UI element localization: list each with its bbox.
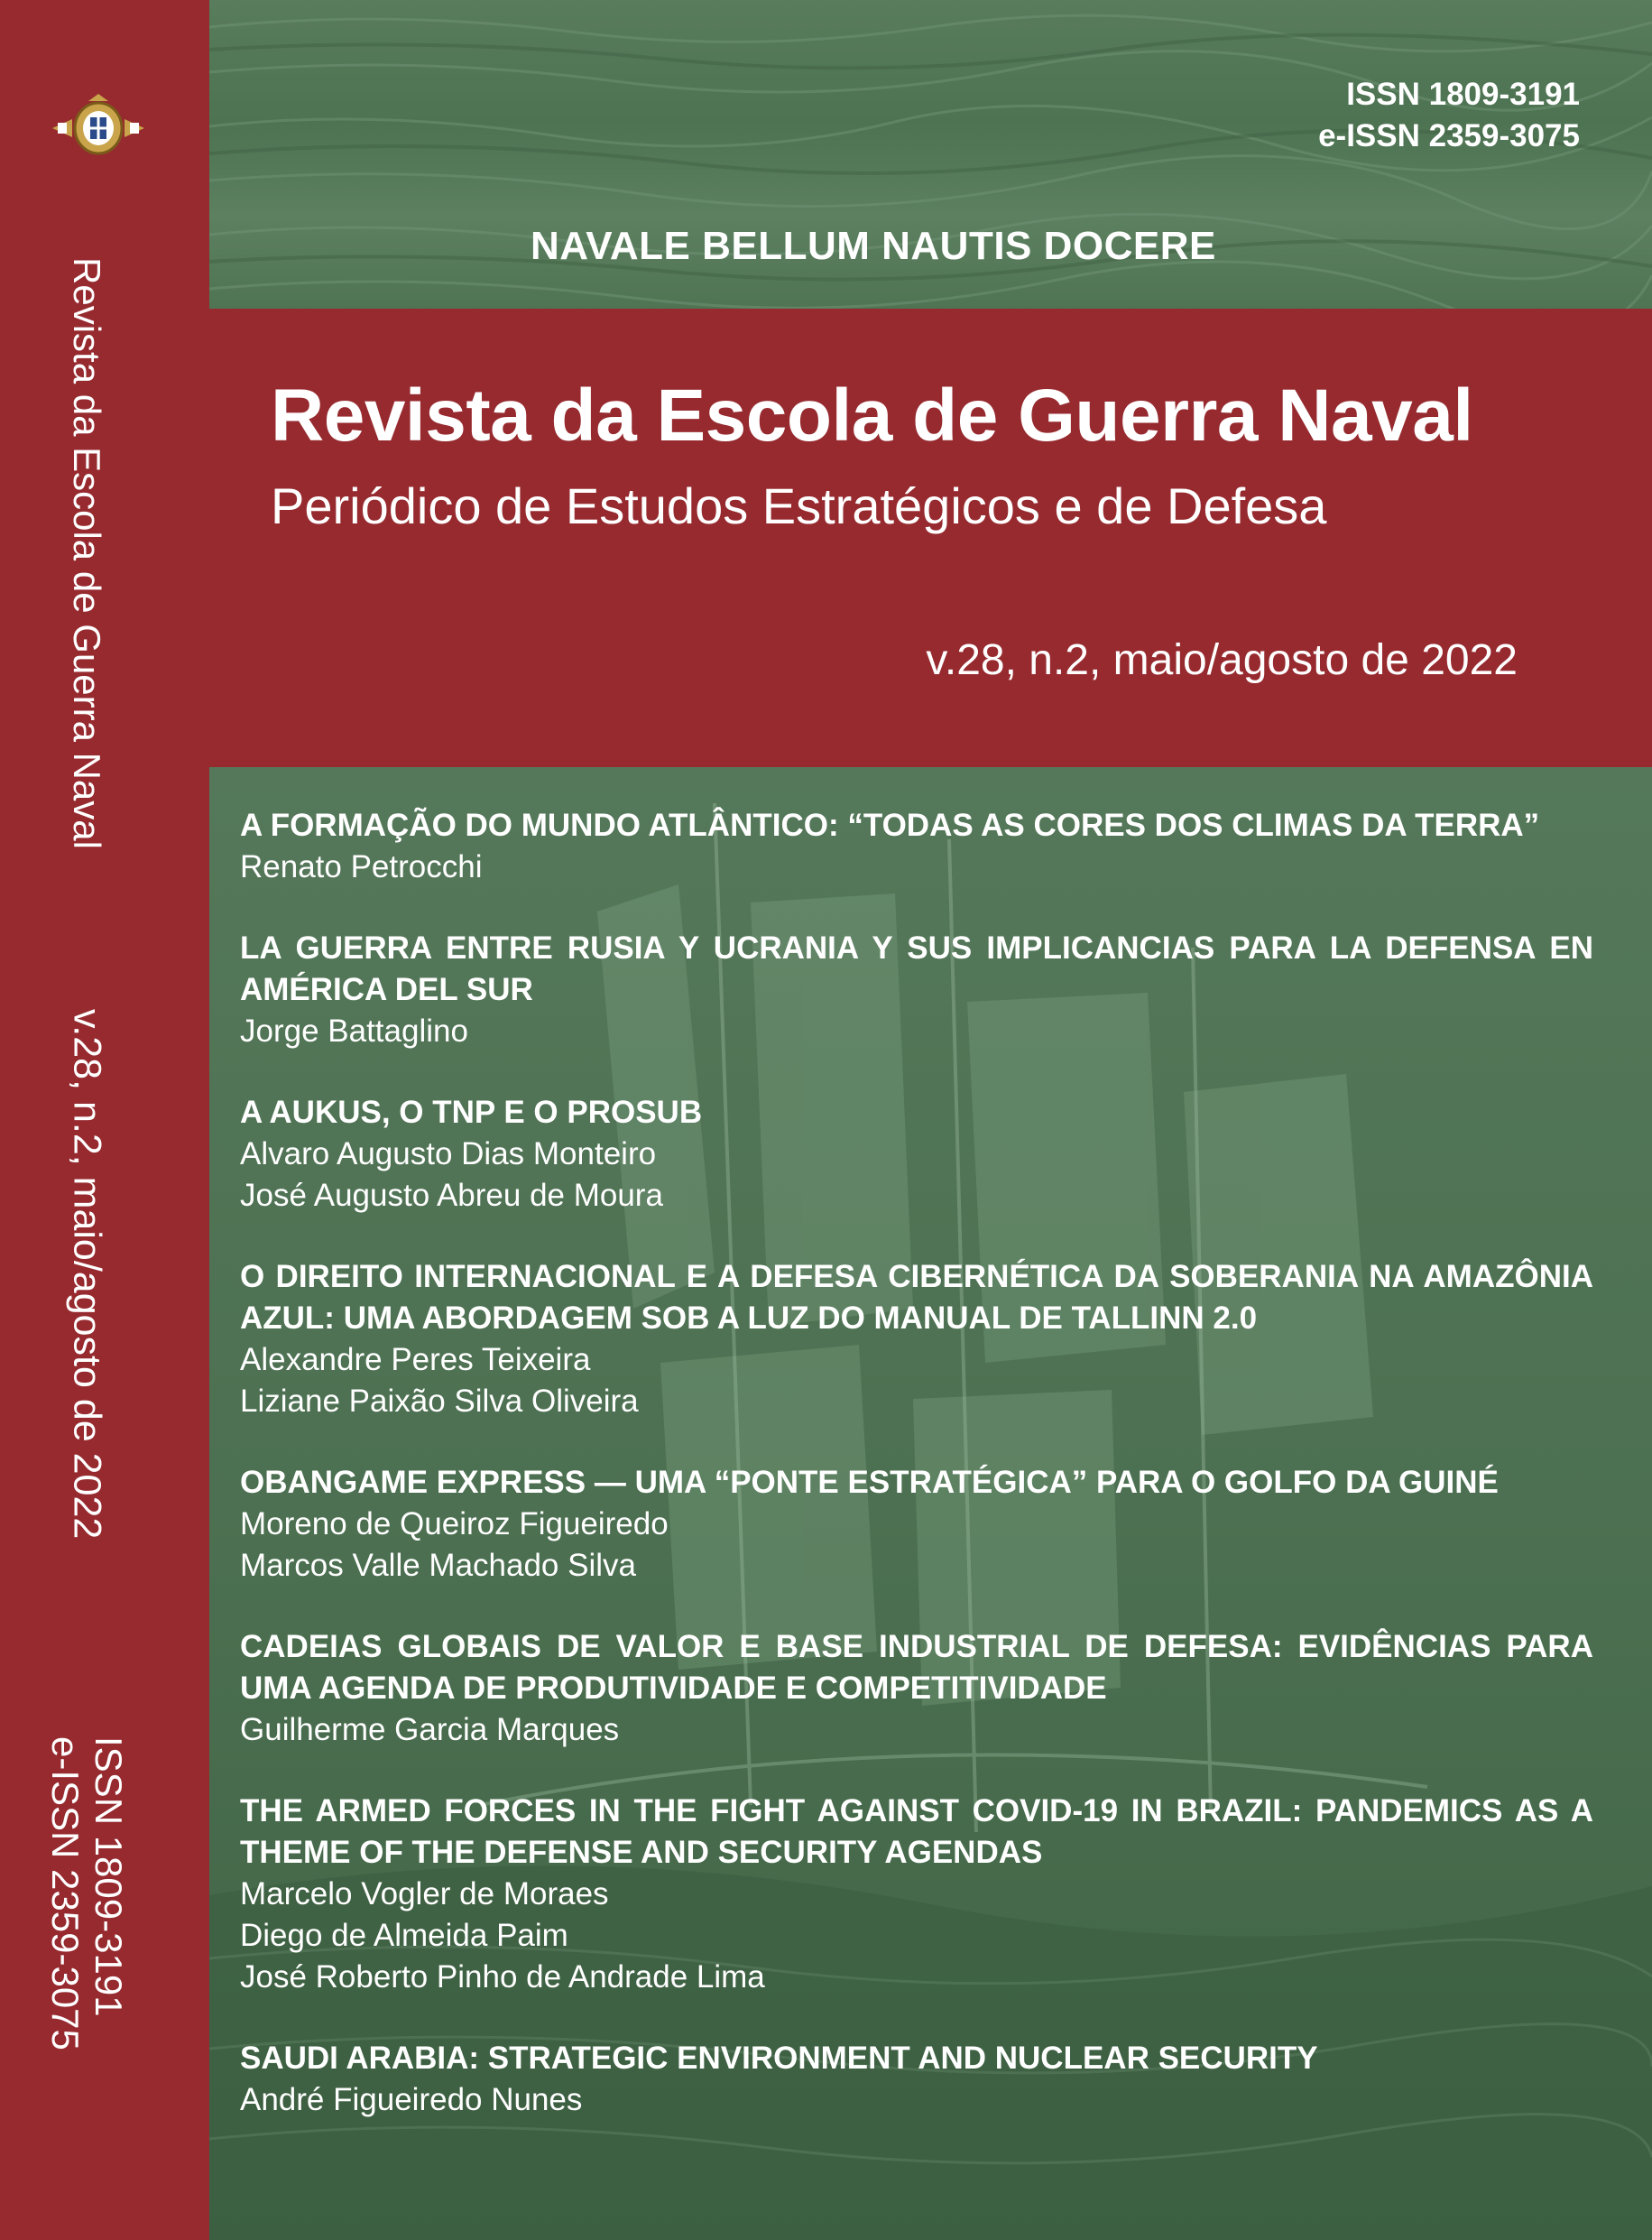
article-title: LA GUERRA ENTRE RUSIA Y UCRANIA Y SUS IMPLICANCIAS PARA LA DEFENSA EN AMÉRICA DEL SUR bbox=[240, 930, 1593, 1007]
article-author: Moreno de Queiroz Figueiredo bbox=[240, 1506, 669, 1541]
spine bbox=[0, 0, 209, 2240]
article-item bbox=[240, 1626, 1593, 1751]
article-title: O DIREITO INTERNACIONAL E A DEFESA CIBERNÉTICA DA SOBERANIA NA AMAZÔNIA AZUL: UMA ABORDAGEM SOB A LUZ DO MANUAL DE TALLINN 2.0 bbox=[240, 1259, 1593, 1336]
spine-issn-print: ISSN 1809-3191 bbox=[88, 1736, 130, 2017]
header-band bbox=[209, 0, 1652, 309]
article-author: Diego de Almeida Paim bbox=[240, 1918, 568, 1953]
spine-issn-electronic: e-ISSN 2359-3075 bbox=[44, 1736, 87, 2050]
article-author: Liziane Paixão Silva Oliveira bbox=[240, 1384, 639, 1419]
spine-issn bbox=[43, 1736, 130, 2050]
article-author: Guilherme Garcia Marques bbox=[240, 1712, 620, 1747]
article-item bbox=[240, 1256, 1593, 1422]
article-title: CADEIAS GLOBAIS DE VALOR E BASE INDUSTRIAL DE DEFESA: EVIDÊNCIAS PARA UMA AGENDA DE PRODUTIVIDADE E COMPETITIVIDADE bbox=[240, 1629, 1593, 1706]
masthead bbox=[209, 309, 1652, 767]
naval-crest-icon bbox=[45, 92, 152, 164]
article-author: Renato Petrocchi bbox=[240, 849, 483, 884]
article-title: A AUKUS, O TNP E O PROSUB bbox=[240, 1095, 703, 1130]
article-item bbox=[240, 1791, 1593, 1998]
article-item bbox=[240, 1092, 1593, 1217]
article-author: José Roberto Pinho de Andrade Lima bbox=[240, 1959, 765, 1995]
article-title: OBANGAME EXPRESS — UMA “PONTE ESTRATÉGICA” PARA O GOLFO DA GUINÉ bbox=[240, 1465, 1499, 1500]
article-title: A FORMAÇÃO DO MUNDO ATLÂNTICO: “TODAS AS CORES DOS CLIMAS DA TERRA” bbox=[240, 808, 1540, 843]
header-issn bbox=[1318, 74, 1580, 157]
article-author: Marcelo Vogler de Moraes bbox=[240, 1876, 609, 1911]
spine-issue: v.28, n.2, maio/agosto de 2022 bbox=[65, 1009, 109, 1540]
article-author: Alexandre Peres Teixeira bbox=[240, 1342, 591, 1377]
header-issn-electronic: e-ISSN 2359-3075 bbox=[1318, 118, 1580, 153]
article-title: SAUDI ARABIA: STRATEGIC ENVIRONMENT AND NUCLEAR SECURITY bbox=[240, 2041, 1318, 2076]
article-author: José Augusto Abreu de Moura bbox=[240, 1178, 663, 1213]
article-item bbox=[240, 2038, 1593, 2121]
motto: NAVALE BELLUM NAUTIS DOCERE bbox=[531, 224, 1216, 268]
article-item bbox=[240, 805, 1593, 888]
header-issn-print: ISSN 1809-3191 bbox=[1346, 77, 1580, 112]
article-list bbox=[240, 805, 1593, 2161]
issue-label: v.28, n.2, maio/agosto de 2022 bbox=[926, 636, 1518, 684]
contents-section bbox=[209, 767, 1652, 2240]
article-item bbox=[240, 1462, 1593, 1587]
journal-title: Revista da Escola de Guerra Naval bbox=[271, 375, 1473, 457]
article-author: Marcos Valle Machado Silva bbox=[240, 1548, 636, 1583]
article-item bbox=[240, 928, 1593, 1052]
spine-title: Revista da Escola de Guerra Naval bbox=[66, 257, 108, 849]
article-author: André Figueiredo Nunes bbox=[240, 2082, 583, 2117]
journal-subtitle: Periódico de Estudos Estratégicos e de Defesa bbox=[271, 477, 1327, 534]
article-author: Alvaro Augusto Dias Monteiro bbox=[240, 1136, 657, 1171]
article-author: Jorge Battaglino bbox=[240, 1014, 468, 1049]
article-title: THE ARMED FORCES IN THE FIGHT AGAINST COVID-19 IN BRAZIL: PANDEMICS AS A THEME OF THE DEFENSE AND SECURITY AGENDAS bbox=[240, 1793, 1593, 1870]
